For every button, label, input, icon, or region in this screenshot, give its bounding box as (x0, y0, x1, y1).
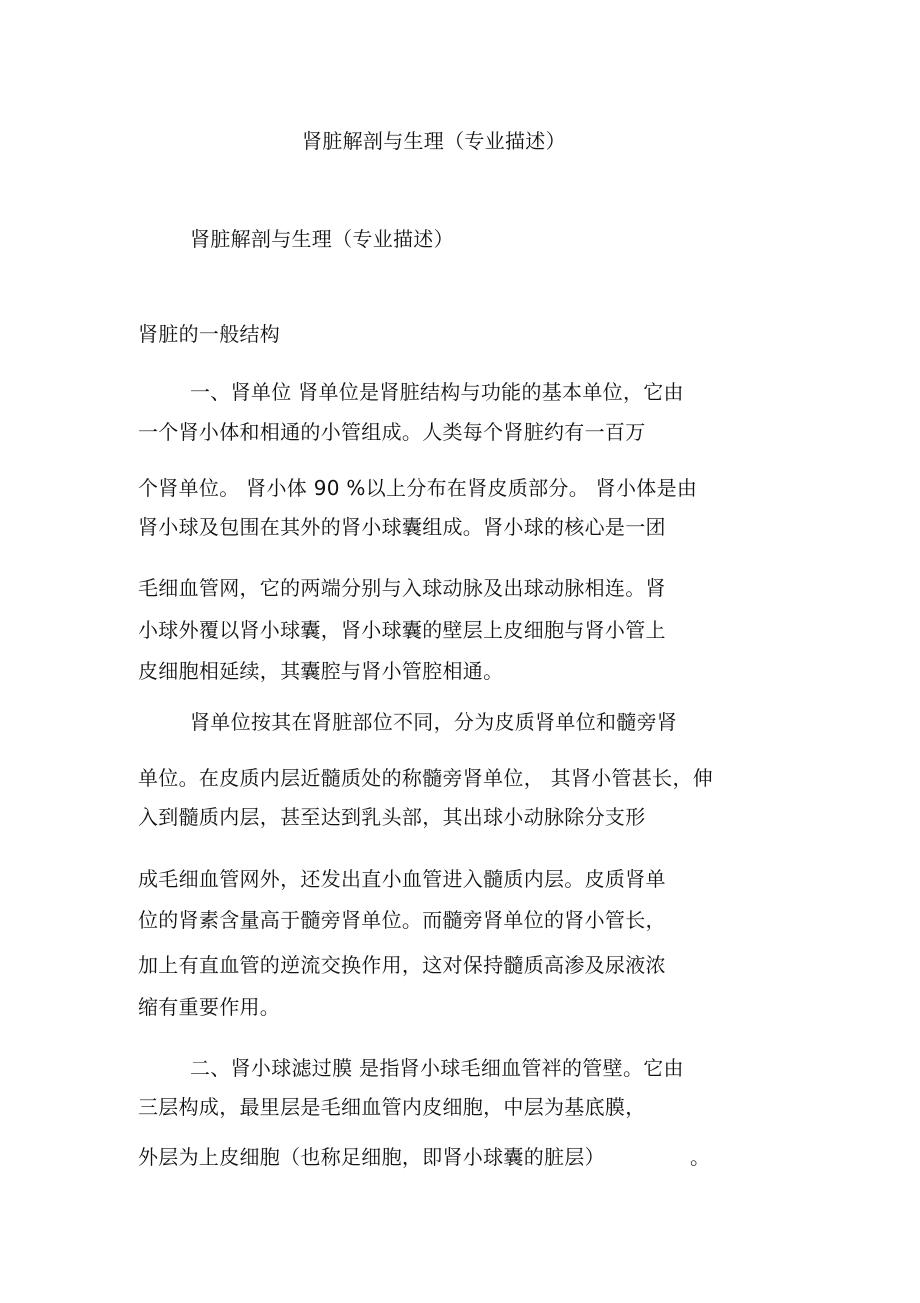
paragraph-line: 毛细血管网，它的两端分别与入球动脉及出球动脉相连。肾 (138, 576, 666, 600)
paragraph-line: 皮细胞相延续，其囊腔与肾小管腔相通。 (138, 659, 504, 683)
paragraph-line: 肾小球及包围在其外的肾小球囊组成。肾小球的核心是一团 (138, 515, 666, 539)
paragraph-line: 入到髓质内层，甚至达到乳头部，其出球小动脉除分支形 (138, 805, 646, 829)
document-subtitle: 肾脏解剖与生理（专业描述） (190, 227, 454, 251)
paragraph-line: 单位。在皮质内层近髓质处的称髓旁肾单位， 其肾小管甚长，伸 (138, 766, 714, 790)
paragraph-line: 外层为上皮细胞（也称足细胞，即肾小球囊的脏层） (138, 1145, 605, 1169)
paragraph-line: 一个肾小体和相通的小管组成。人类每个肾脏约有一百万 (138, 420, 646, 444)
paragraph-line: 肾单位按其在肾脏部位不同，分为皮质肾单位和髓旁肾 (190, 710, 678, 734)
paragraph-line: 加上有直血管的逆流交换作用，这对保持髓质高渗及尿液浓 (138, 953, 666, 977)
paragraph-line: 缩有重要作用。 (138, 995, 281, 1019)
paragraph-line: 位的肾素含量高于髓旁肾单位。而髓旁肾单位的肾小管长， (138, 908, 666, 932)
paragraph-line: 小球外覆以肾小球囊，肾小球囊的壁层上皮细胞与肾小管上 (138, 618, 666, 642)
paragraph-line: 三层构成，最里层是毛细血管内皮细胞，中层为基底膜， (138, 1095, 646, 1119)
section-heading: 肾脏的一般结构 (138, 322, 281, 346)
paragraph-line: 二、肾小球滤过膜 是指肾小球毛细血管袢的管壁。它由 (190, 1056, 684, 1080)
paragraph-line: 。 (690, 1145, 711, 1169)
document-title: 肾脏解剖与生理（专业描述） (302, 129, 566, 153)
paragraph-line: 成毛细血管网外，还发出直小血管进入髓质内层。皮质肾单 (138, 867, 666, 891)
paragraph-line: 一、肾单位 肾单位是肾脏结构与功能的基本单位，它由 (190, 380, 684, 404)
paragraph-line: 个肾单位。 肾小体 90 %以上分布在肾皮质部分。 肾小体是由 (138, 476, 698, 500)
